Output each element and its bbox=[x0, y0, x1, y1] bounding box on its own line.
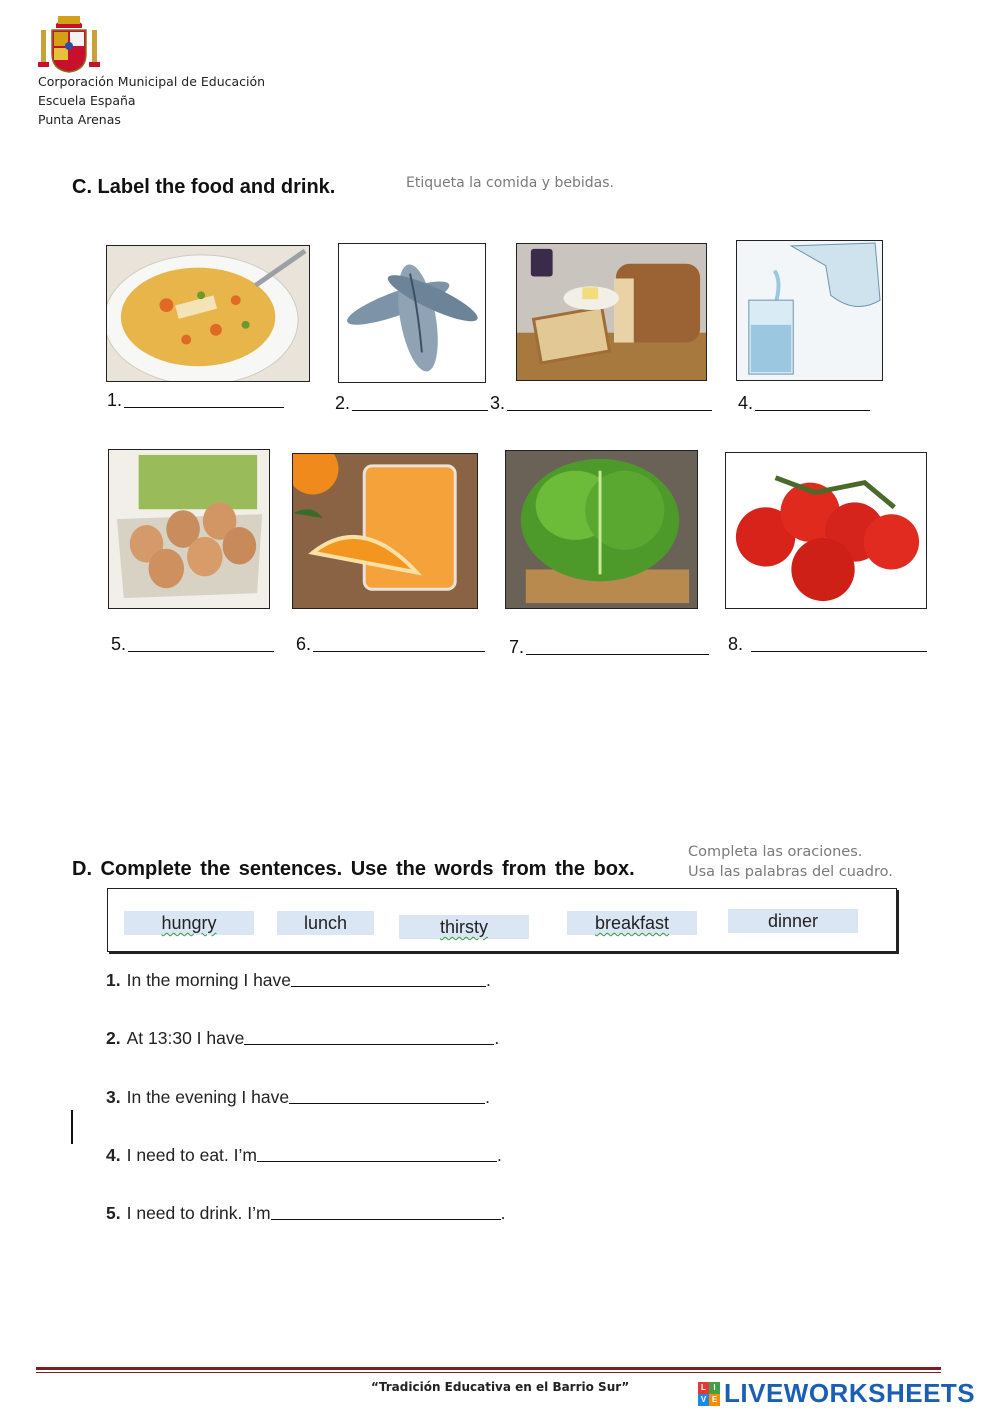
sentence-text: In the evening I have bbox=[126, 1087, 290, 1107]
spain-coat-of-arms-logo bbox=[38, 10, 100, 74]
word-chip-dinner[interactable]: dinner bbox=[728, 909, 858, 933]
label-number: 3. bbox=[490, 393, 506, 413]
sentence-text: In the morning I have bbox=[126, 970, 292, 990]
label-item-7 bbox=[509, 637, 709, 658]
section-c-title: C. Label the food and drink. bbox=[72, 176, 336, 198]
answer-blank-6[interactable] bbox=[313, 651, 485, 652]
label-number: 7. bbox=[509, 637, 525, 657]
bread-image bbox=[516, 243, 707, 381]
sentence-blank-1[interactable] bbox=[291, 986, 486, 987]
sentence-end: . bbox=[485, 1087, 490, 1107]
liveworksheets-wordmark: LIVEWORKSHEETS bbox=[724, 1378, 976, 1408]
word-chip-thirsty[interactable]: thirsty bbox=[399, 915, 529, 939]
footer-rule bbox=[36, 1367, 941, 1370]
label-item-4 bbox=[738, 393, 870, 414]
answer-blank-1[interactable] bbox=[124, 407, 284, 408]
sentence-blank-5[interactable] bbox=[271, 1219, 501, 1220]
label-number: 1. bbox=[107, 390, 123, 410]
label-number: 2. bbox=[335, 393, 351, 413]
answer-blank-7[interactable] bbox=[526, 654, 709, 655]
word-chip-lunch[interactable]: lunch bbox=[277, 911, 374, 935]
eggs-image bbox=[108, 449, 270, 609]
text-cursor bbox=[71, 1110, 73, 1144]
sentence-text: At 13:30 I have bbox=[126, 1028, 245, 1048]
label-number: 4. bbox=[738, 393, 754, 413]
sentence-end: . bbox=[494, 1028, 500, 1048]
word-chip-breakfast[interactable]: breakfast bbox=[567, 911, 697, 935]
label-item-2 bbox=[335, 393, 488, 414]
sentence-number: 2. bbox=[106, 1028, 121, 1048]
label-number: 8. bbox=[728, 634, 744, 654]
sentence-number: 1. bbox=[106, 970, 121, 990]
sentence-end: . bbox=[496, 1145, 502, 1165]
orange-juice-image bbox=[292, 453, 478, 609]
label-number: 6. bbox=[296, 634, 312, 654]
sentence-blank-2[interactable] bbox=[244, 1044, 494, 1045]
sentence-number: 3. bbox=[106, 1087, 121, 1107]
label-number: 5. bbox=[111, 634, 127, 654]
sentence-3 bbox=[106, 1087, 490, 1108]
label-item-6 bbox=[296, 634, 485, 655]
sentence-5 bbox=[106, 1203, 505, 1224]
sentence-4 bbox=[106, 1145, 502, 1166]
section-d-title: D. Complete the sentences. Use the words from the box. bbox=[72, 858, 635, 880]
footer-rule bbox=[36, 1372, 941, 1373]
answer-blank-3[interactable] bbox=[507, 410, 712, 411]
section-d-hint-line2: Usa las palabras del cuadro. bbox=[688, 864, 893, 880]
label-item-3 bbox=[490, 393, 712, 414]
sentence-blank-3[interactable] bbox=[289, 1103, 485, 1104]
header-line: Escuela España bbox=[38, 93, 136, 108]
section-c-hint: Etiqueta la comida y bebidas. bbox=[406, 175, 614, 191]
word-box bbox=[107, 888, 897, 952]
tomatoes-image bbox=[725, 452, 927, 609]
liveworksheets-brand[interactable] bbox=[698, 1378, 975, 1409]
label-item-8 bbox=[728, 634, 927, 655]
label-item-5 bbox=[111, 634, 274, 655]
sentence-number: 4. bbox=[106, 1145, 121, 1165]
vegetable-soup-image bbox=[106, 245, 310, 382]
sentence-number: 5. bbox=[106, 1203, 121, 1223]
word-chip-hungry[interactable]: hungry bbox=[124, 911, 254, 935]
sentence-end: . bbox=[486, 970, 491, 990]
sentence-blank-4[interactable] bbox=[257, 1161, 497, 1162]
sentence-2 bbox=[106, 1028, 499, 1049]
answer-blank-4[interactable] bbox=[755, 410, 870, 411]
fish-image bbox=[338, 243, 486, 383]
sentence-text: I need to eat. I’m bbox=[126, 1145, 257, 1165]
lettuce-image bbox=[505, 450, 698, 609]
answer-blank-8[interactable] bbox=[751, 651, 927, 652]
answer-blank-5[interactable] bbox=[128, 651, 274, 652]
answer-blank-2[interactable] bbox=[352, 410, 488, 411]
label-item-1 bbox=[107, 390, 284, 411]
header-line: Punta Arenas bbox=[38, 112, 121, 127]
footer-motto: “Tradición Educativa en el Barrio Sur” bbox=[371, 1380, 630, 1394]
sentence-text: I need to drink. I’m bbox=[126, 1203, 271, 1223]
header-line: Corporación Municipal de Educación bbox=[38, 74, 266, 89]
section-d-hint-line1: Completa las oraciones. bbox=[688, 844, 863, 860]
liveworksheets-logo-icon: L I V E bbox=[698, 1382, 720, 1406]
sentence-end: . bbox=[500, 1203, 506, 1223]
sentence-1 bbox=[106, 970, 491, 991]
water-image bbox=[736, 240, 883, 381]
